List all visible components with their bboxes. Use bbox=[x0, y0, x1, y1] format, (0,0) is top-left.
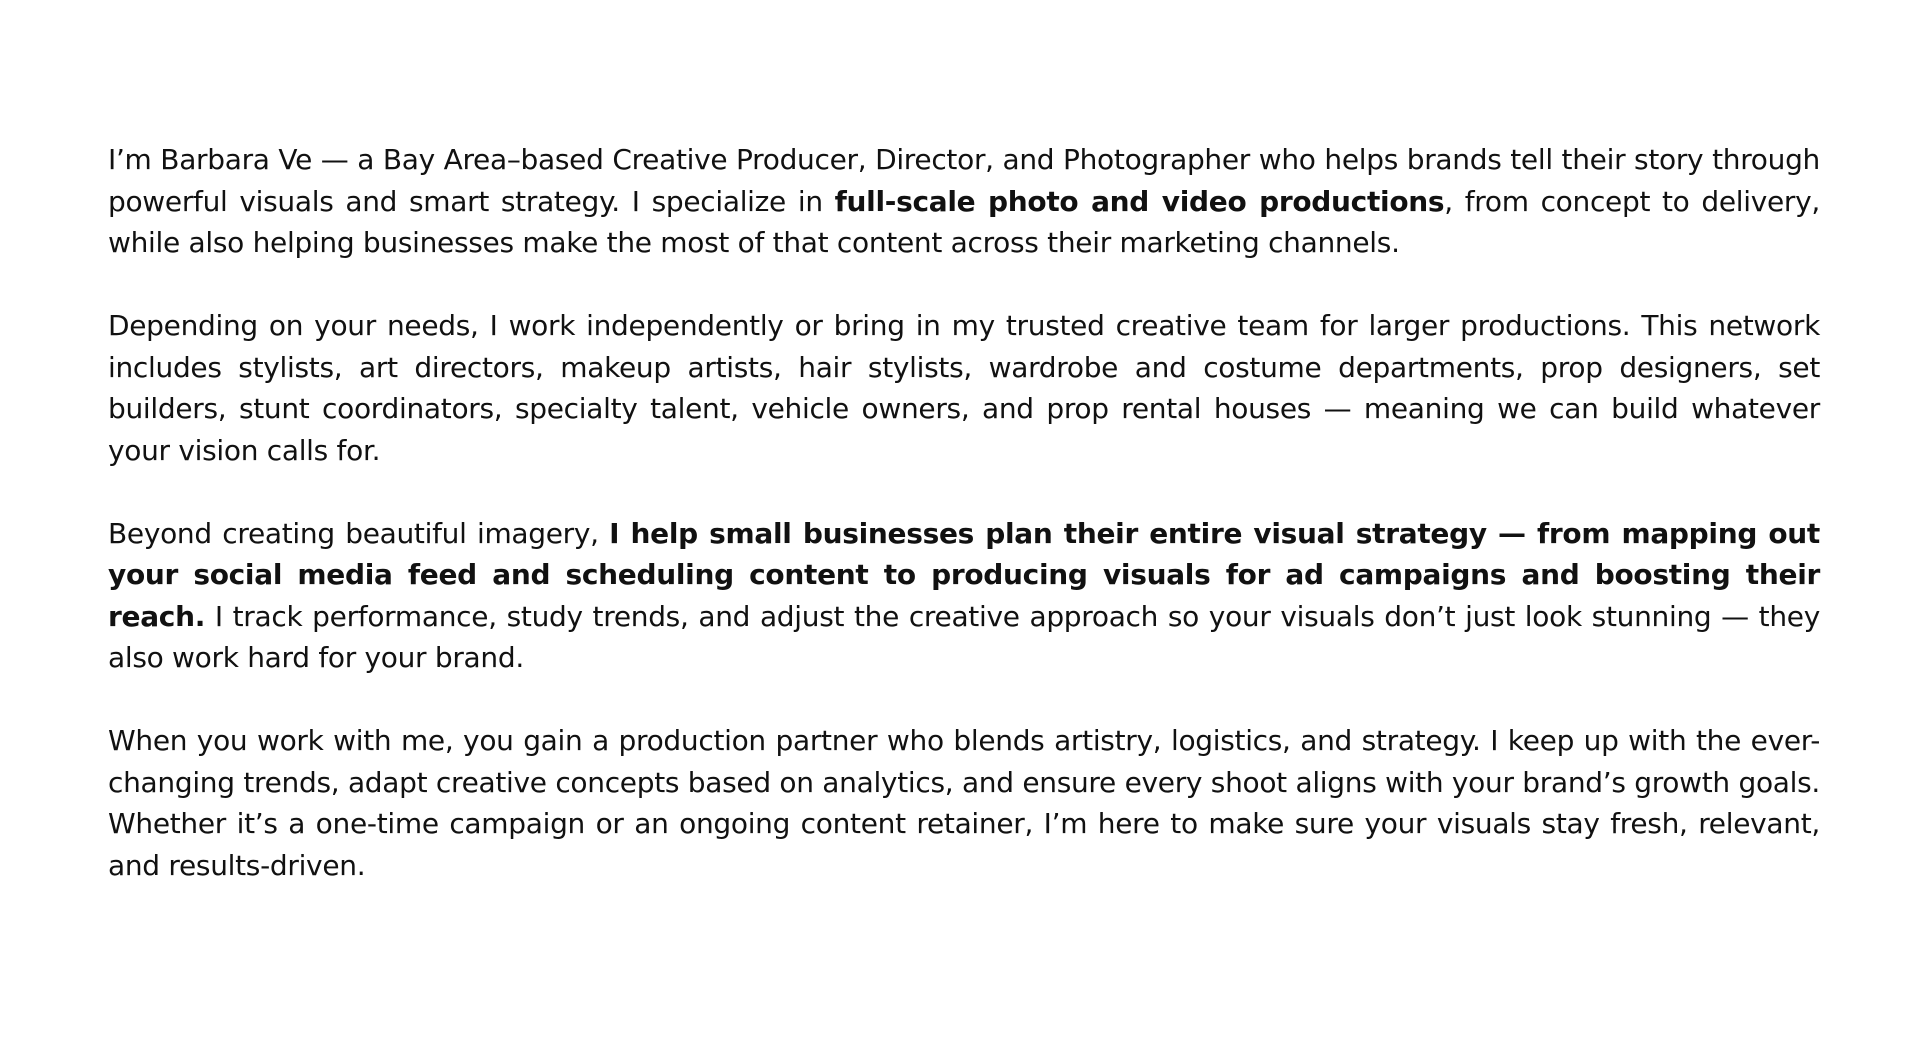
strategy-text-end: I track performance, study trends, and adjust the creative approach so your visuals don’t just look stunning — they also work hard for your brand. bbox=[108, 599, 1820, 674]
strategy-highlight: I help small businesses plan their entire visual strategy — from mapping out your social media feed and scheduling content to producing visuals for ad campaigns and boosting their reach. bbox=[108, 516, 1821, 633]
intro-text: I’m Barbara Ve — a Bay Area–based Creative Producer, Director, and Photographer who helps brands tell their story through powerful visuals and smart strategy. I specialize in bbox=[108, 143, 1820, 218]
partner-text: When you work with me, you gain a production partner who blends artistry, logistics, and strategy. I keep up with the ever-changing trends, adapt creative concepts based on analytics, and ensure every shoot aligns with your brand’s growth goals. Whether it’s a one-time campaign or an ongoing content retainer, I’m here to make sure your visuals stay fresh, relevant, and results-driven. bbox=[108, 724, 1820, 882]
about-section bbox=[108, 139, 1820, 886]
team-text: Depending on your needs, I work independently or bring in my trusted creative team for larger productions. This network includes stylists, art directors, makeup artists, hair stylists, wardrobe and costume departments, prop designers, set builders, stunt coordinators, specialty talent, vehicle owners, and prop rental houses — meaning we can build whatever your vision calls for. bbox=[108, 309, 1820, 467]
intro-text-end: , from concept to delivery, while also helping businesses make the most of that content across their marketing channels. bbox=[108, 184, 1820, 259]
intro-highlight: full-scale photo and video productions bbox=[834, 184, 1445, 218]
about-paragraph-partner bbox=[108, 720, 1820, 886]
strategy-text: Beyond creating beautiful imagery, bbox=[108, 516, 610, 550]
about-paragraph-strategy bbox=[108, 513, 1820, 679]
about-paragraph-team bbox=[108, 305, 1820, 471]
about-paragraph-intro bbox=[108, 139, 1820, 264]
